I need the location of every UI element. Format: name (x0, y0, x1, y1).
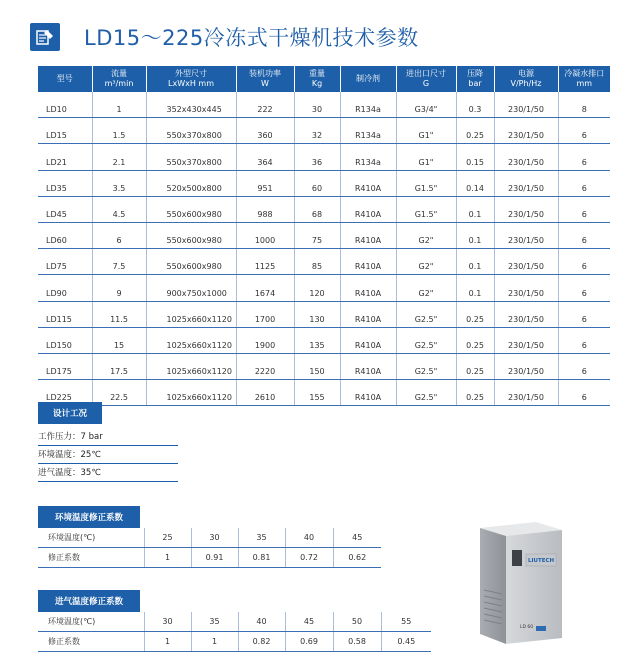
table-cell: 11.5 (92, 301, 146, 327)
table-cell: 222 (236, 92, 294, 118)
table-cell: 230/1/50 (494, 353, 558, 379)
table-cell: 135 (294, 327, 340, 353)
table-cell: 988 (236, 196, 294, 222)
table-cell: 0.25 (456, 380, 494, 406)
table-cell: 230/1/50 (494, 196, 558, 222)
table-cell: R134a (340, 92, 396, 118)
table-cell: 230/1/50 (494, 92, 558, 118)
column-header-line: 装机功率 (249, 69, 281, 78)
table-cell: 60 (294, 170, 340, 196)
column-header-line: m³/min (104, 79, 134, 88)
table-cell: 0.62 (333, 548, 381, 568)
column-header-line: 进出口尺寸 (406, 69, 446, 78)
table-cell: 0.25 (456, 327, 494, 353)
condition-pressure: 工作压力：7 bar (38, 429, 178, 446)
table-cell: 55 (381, 612, 431, 632)
product-brand: LIUTECH (528, 558, 555, 564)
row-label: 修正系数 (38, 632, 144, 652)
table-cell: 1.5 (92, 118, 146, 144)
table-cell: 1 (144, 548, 191, 568)
table-cell: G2.5" (396, 380, 456, 406)
page-title: LD15～225冷冻式干燥机技术参数 (84, 26, 419, 50)
page-header (30, 20, 419, 54)
table-cell: G2.5" (396, 353, 456, 379)
table-row (38, 353, 610, 379)
column-header-line: Kg (311, 79, 323, 88)
table-cell: 1025x660x1120 (146, 327, 236, 353)
table-cell: G2.5" (396, 301, 456, 327)
column-header-line: W (261, 79, 269, 88)
table-cell: 2.1 (92, 144, 146, 170)
table-row (38, 301, 610, 327)
model-cell: LD15 (38, 118, 92, 144)
table-cell: 1025x660x1120 (146, 301, 236, 327)
table-row (38, 92, 610, 118)
table-cell: R410A (340, 327, 396, 353)
table-cell: 30 (294, 92, 340, 118)
column-header-line: V/Ph/Hz (510, 79, 542, 88)
column-header-line: 流量 (111, 69, 127, 78)
table-cell: 352x430x445 (146, 92, 236, 118)
table-cell: G2" (396, 249, 456, 275)
table-cell: 360 (236, 118, 294, 144)
model-cell: LD115 (38, 301, 92, 327)
model-cell: LD90 (38, 275, 92, 301)
table-cell: 2610 (236, 380, 294, 406)
table-row (38, 327, 610, 353)
table-cell: 364 (236, 144, 294, 170)
table-cell: 6 (558, 249, 610, 275)
table-cell: G1.5" (396, 170, 456, 196)
table-cell: 15 (92, 327, 146, 353)
table-cell: 1 (92, 92, 146, 118)
table-cell: 6 (558, 353, 610, 379)
table-cell: 520x500x800 (146, 170, 236, 196)
table-row (38, 528, 381, 548)
table-cell: 1674 (236, 275, 294, 301)
table-cell: 0.1 (456, 249, 494, 275)
table-cell: R410A (340, 275, 396, 301)
table-cell: 6 (558, 196, 610, 222)
column-header-line: G (422, 79, 430, 88)
table-cell: R410A (340, 170, 396, 196)
table-cell: 50 (333, 612, 381, 632)
table-cell: 230/1/50 (494, 380, 558, 406)
inlet-correction-heading: 进气温度修正系数 (38, 590, 140, 612)
table-cell: 9 (92, 275, 146, 301)
table-cell: R410A (340, 196, 396, 222)
table-cell: 22.5 (92, 380, 146, 406)
column-header (456, 66, 494, 92)
table-row (38, 144, 610, 170)
table-cell: 6 (558, 170, 610, 196)
table-cell: 230/1/50 (494, 301, 558, 327)
table-cell: 230/1/50 (494, 118, 558, 144)
table-cell: G1" (396, 144, 456, 170)
table-cell: 6 (558, 327, 610, 353)
table-cell: 0.81 (238, 548, 285, 568)
table-cell: 1 (191, 632, 238, 652)
table-cell: 25 (144, 528, 191, 548)
column-header (146, 66, 236, 92)
table-cell: R410A (340, 301, 396, 327)
table-cell: 120 (294, 275, 340, 301)
table-cell: 1 (144, 632, 191, 652)
table-cell: 230/1/50 (494, 144, 558, 170)
row-label: 修正系数 (38, 548, 144, 568)
table-cell: R410A (340, 353, 396, 379)
table-cell: 6 (558, 144, 610, 170)
product-model-label: LD 60 (520, 625, 534, 630)
table-cell: R410A (340, 222, 396, 248)
table-cell: G1.5" (396, 196, 456, 222)
column-header-line: 压降 (467, 69, 483, 78)
model-cell: LD10 (38, 92, 92, 118)
table-cell: G3/4" (396, 92, 456, 118)
row-label: 环境温度(℃) (38, 528, 144, 548)
table-cell: 155 (294, 380, 340, 406)
table-cell: 7.5 (92, 249, 146, 275)
column-header (236, 66, 294, 92)
document-icon (30, 23, 60, 51)
table-cell: 150 (294, 353, 340, 379)
table-cell: 6 (558, 118, 610, 144)
column-header-line: mm (576, 79, 593, 88)
table-cell: 550x370x800 (146, 144, 236, 170)
column-header (294, 66, 340, 92)
table-cell: 4.5 (92, 196, 146, 222)
table-row (38, 548, 381, 568)
table-cell: 32 (294, 118, 340, 144)
design-conditions-heading: 设计工况 (38, 402, 102, 424)
table-cell: 0.82 (238, 632, 285, 652)
column-header-line: 冷凝水排口 (564, 69, 605, 78)
table-cell: 1025x660x1120 (146, 380, 236, 406)
table-cell: R134a (340, 118, 396, 144)
table-cell: 0.91 (191, 548, 238, 568)
table-cell: 36 (294, 144, 340, 170)
table-cell: 230/1/50 (494, 170, 558, 196)
model-cell: LD175 (38, 353, 92, 379)
table-cell: 230/1/50 (494, 249, 558, 275)
condition-inlet-temp: 进气温度：35℃ (38, 465, 178, 482)
table-cell: 230/1/50 (494, 327, 558, 353)
column-header (38, 66, 92, 92)
table-cell: 0.1 (456, 222, 494, 248)
table-cell: 0.45 (381, 632, 431, 652)
table-cell: 6 (558, 222, 610, 248)
table-row (38, 118, 610, 144)
column-header (494, 66, 558, 92)
table-row (38, 612, 431, 632)
table-cell: 6 (558, 275, 610, 301)
table-cell: 0.72 (285, 548, 333, 568)
model-cell: LD60 (38, 222, 92, 248)
table-row (38, 222, 610, 248)
table-cell: 40 (238, 612, 285, 632)
column-header (558, 66, 610, 92)
table-cell: 2220 (236, 353, 294, 379)
table-cell: 6 (92, 222, 146, 248)
model-cell: LD45 (38, 196, 92, 222)
model-cell: LD225 (38, 380, 92, 406)
table-cell: 6 (558, 301, 610, 327)
table-cell: 1125 (236, 249, 294, 275)
column-header-line: 重量 (309, 69, 325, 78)
table-cell: 550x600x980 (146, 196, 236, 222)
ambient-correction-heading: 环境温度修正系数 (38, 506, 140, 528)
table-cell: 550x370x800 (146, 118, 236, 144)
table-cell: 1025x660x1120 (146, 353, 236, 379)
table-cell: G2" (396, 222, 456, 248)
table-row (38, 632, 431, 652)
spec-table (38, 66, 610, 406)
table-cell: 45 (333, 528, 381, 548)
model-cell: LD35 (38, 170, 92, 196)
column-header (396, 66, 456, 92)
table-row (38, 275, 610, 301)
column-header-line: 电源 (518, 69, 534, 78)
dryer-product-image (476, 520, 566, 648)
table-cell: 230/1/50 (494, 275, 558, 301)
table-cell: 0.1 (456, 275, 494, 301)
table-cell: G1" (396, 118, 456, 144)
table-cell: 8 (558, 92, 610, 118)
table-cell: 951 (236, 170, 294, 196)
table-row (38, 170, 610, 196)
table-cell: G2.5" (396, 327, 456, 353)
column-header-line: 制冷剂 (356, 74, 380, 83)
table-cell: 68 (294, 196, 340, 222)
table-cell: 130 (294, 301, 340, 327)
column-header-line: 型号 (56, 74, 73, 83)
model-cell: LD21 (38, 144, 92, 170)
table-cell: 0.58 (333, 632, 381, 652)
table-cell: 1700 (236, 301, 294, 327)
table-cell: 0.25 (456, 118, 494, 144)
table-cell: 17.5 (92, 353, 146, 379)
table-cell: 550x600x980 (146, 249, 236, 275)
table-cell: 0.15 (456, 144, 494, 170)
table-row (38, 249, 610, 275)
table-cell: 1900 (236, 327, 294, 353)
column-header-line: LxWxH mm (168, 79, 214, 88)
table-cell: G2" (396, 275, 456, 301)
table-cell: R410A (340, 380, 396, 406)
column-header-line: 外型尺寸 (175, 69, 207, 78)
table-cell: 30 (191, 528, 238, 548)
table-cell: 900x750x1000 (146, 275, 236, 301)
table-cell: 0.14 (456, 170, 494, 196)
table-cell: 85 (294, 249, 340, 275)
model-cell: LD75 (38, 249, 92, 275)
ambient-correction-table (38, 528, 381, 568)
condition-ambient-temp: 环境温度：25℃ (38, 447, 178, 464)
row-label: 环境温度(℃) (38, 612, 144, 632)
table-cell: 45 (285, 612, 333, 632)
inlet-correction-table (38, 612, 431, 652)
column-header (92, 66, 146, 92)
table-cell: 0.25 (456, 353, 494, 379)
table-cell: 6 (558, 380, 610, 406)
table-row (38, 380, 610, 406)
table-cell: 0.1 (456, 196, 494, 222)
table-cell: 550x600x980 (146, 222, 236, 248)
table-cell: 0.25 (456, 301, 494, 327)
table-cell: 3.5 (92, 170, 146, 196)
column-header (340, 66, 396, 92)
table-cell: 35 (238, 528, 285, 548)
column-header-line: bar (468, 79, 482, 88)
model-cell: LD150 (38, 327, 92, 353)
table-cell: 0.69 (285, 632, 333, 652)
table-cell: R410A (340, 249, 396, 275)
table-cell: 30 (144, 612, 191, 632)
table-cell: 230/1/50 (494, 222, 558, 248)
table-cell: 40 (285, 528, 333, 548)
table-cell: 35 (191, 612, 238, 632)
table-cell: R134a (340, 144, 396, 170)
table-row (38, 196, 610, 222)
table-cell: 0.3 (456, 92, 494, 118)
table-cell: 1000 (236, 222, 294, 248)
table-cell: 75 (294, 222, 340, 248)
